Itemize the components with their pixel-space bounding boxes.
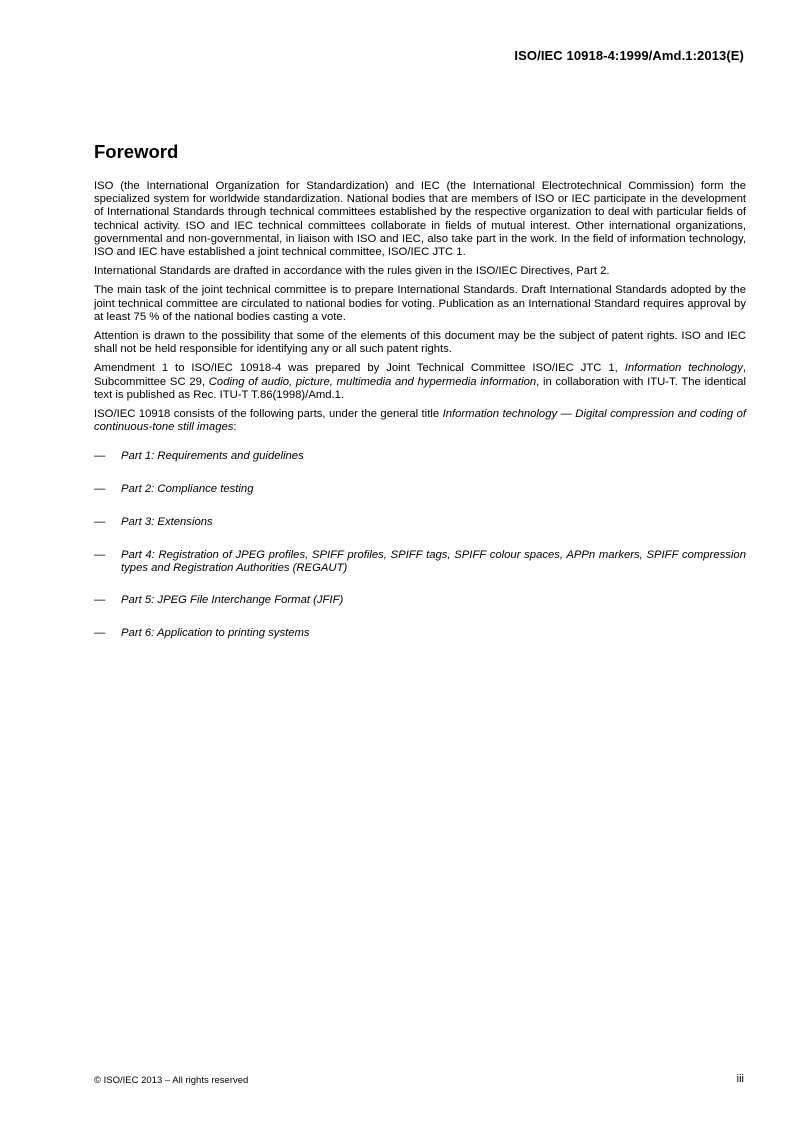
part-label: Part 4: Registration of JPEG profiles, SPIFF profiles, SPIFF tags, SPIFF colour spaces, APPn markers, SPIFF compression types and Registration Authorities (REGAUT) — [121, 548, 746, 574]
parts-list — [94, 450, 746, 640]
list-dash: — — [94, 450, 106, 463]
page-number: iii — [736, 1073, 744, 1085]
part-label: Part 6: Application to printing systems — [121, 627, 310, 640]
parts-intro-colon: : — [233, 421, 237, 434]
list-item — [94, 483, 746, 496]
amendment-collaboration: , in collaboration with ITU-T. The identical text is published as Rec. ITU-T T.86(1998)/Amd.1. — [94, 375, 746, 401]
page-title: Foreword — [94, 141, 179, 162]
amendment-text: Amendment 1 to ISO/IEC 10918-4 was prepared by Joint Technical Committee ISO/IEC JTC 1, — [94, 362, 625, 375]
amendment-subcommittee: , Subcommittee SC 29, — [94, 362, 746, 388]
list-item — [94, 549, 746, 575]
foreword-body — [94, 180, 746, 660]
copyright-footer: © ISO/IEC 2013 – All rights reserved — [94, 1075, 249, 1086]
list-item — [94, 594, 746, 607]
list-dash: — — [94, 627, 106, 640]
paragraph-directives: International Standards are drafted in accordance with the rules given in the ISO/IEC Directives, Part 2. — [94, 265, 610, 278]
list-dash: — — [94, 548, 106, 561]
list-dash: — — [94, 515, 106, 528]
list-item — [94, 450, 746, 463]
amendment-committee-title: Information technology — [624, 362, 743, 375]
part-label: Part 3: Extensions — [121, 515, 213, 528]
parts-general-title: Information technology — Digital compression and coding of continuous-tone still images — [94, 408, 746, 434]
document-id-header: ISO/IEC 10918-4:1999/Amd.1:2013(E) — [514, 48, 744, 63]
parts-intro-text: ISO/IEC 10918 consists of the following parts, under the general title — [94, 408, 443, 421]
paragraph-parts-intro — [94, 408, 746, 434]
list-item — [94, 627, 746, 640]
paragraph-amendment — [94, 362, 746, 402]
amendment-subcommittee-title: Coding of audio, picture, multimedia and hypermedia information — [208, 375, 537, 388]
list-dash: — — [94, 594, 106, 607]
part-label: Part 5: JPEG File Interchange Format (JFIF) — [121, 594, 344, 607]
part-label: Part 1: Requirements and guidelines — [121, 450, 304, 463]
part-label: Part 2: Compliance testing — [121, 483, 254, 496]
paragraph-organizations: ISO (the International Organization for Standardization) and IEC (the International Electrotechnical Commission) form the specialized system for worldwide standardization. National bodies that are members of ISO or IEC participate in the development of International Standards through technical committees established by the respective organization to deal with particular fields of technical activity. ISO and IEC technical committees collaborate in fields of mutual interest. Other international organizations, governmental and non-governmental, in liaison with ISO and IEC, also take part in the work. In the field of information technology, ISO and IEC have established a joint technical committee, ISO/IEC JTC 1. — [94, 180, 746, 259]
paragraph-patent-rights: Attention is drawn to the possibility that some of the elements of this document may be the subject of patent rights. ISO and IEC shall not be held responsible for identifying any or all such patent rights. — [94, 330, 746, 356]
paragraph-main-task: The main task of the joint technical committee is to prepare International Standards. Draft International Standards adopted by the joint technical committee are circulated to national bodies for voting. Publication as an International Standard requires approval by at least 75 % of the national bodies casting a vote. — [94, 284, 746, 323]
list-item — [94, 516, 746, 529]
list-dash: — — [94, 483, 106, 496]
